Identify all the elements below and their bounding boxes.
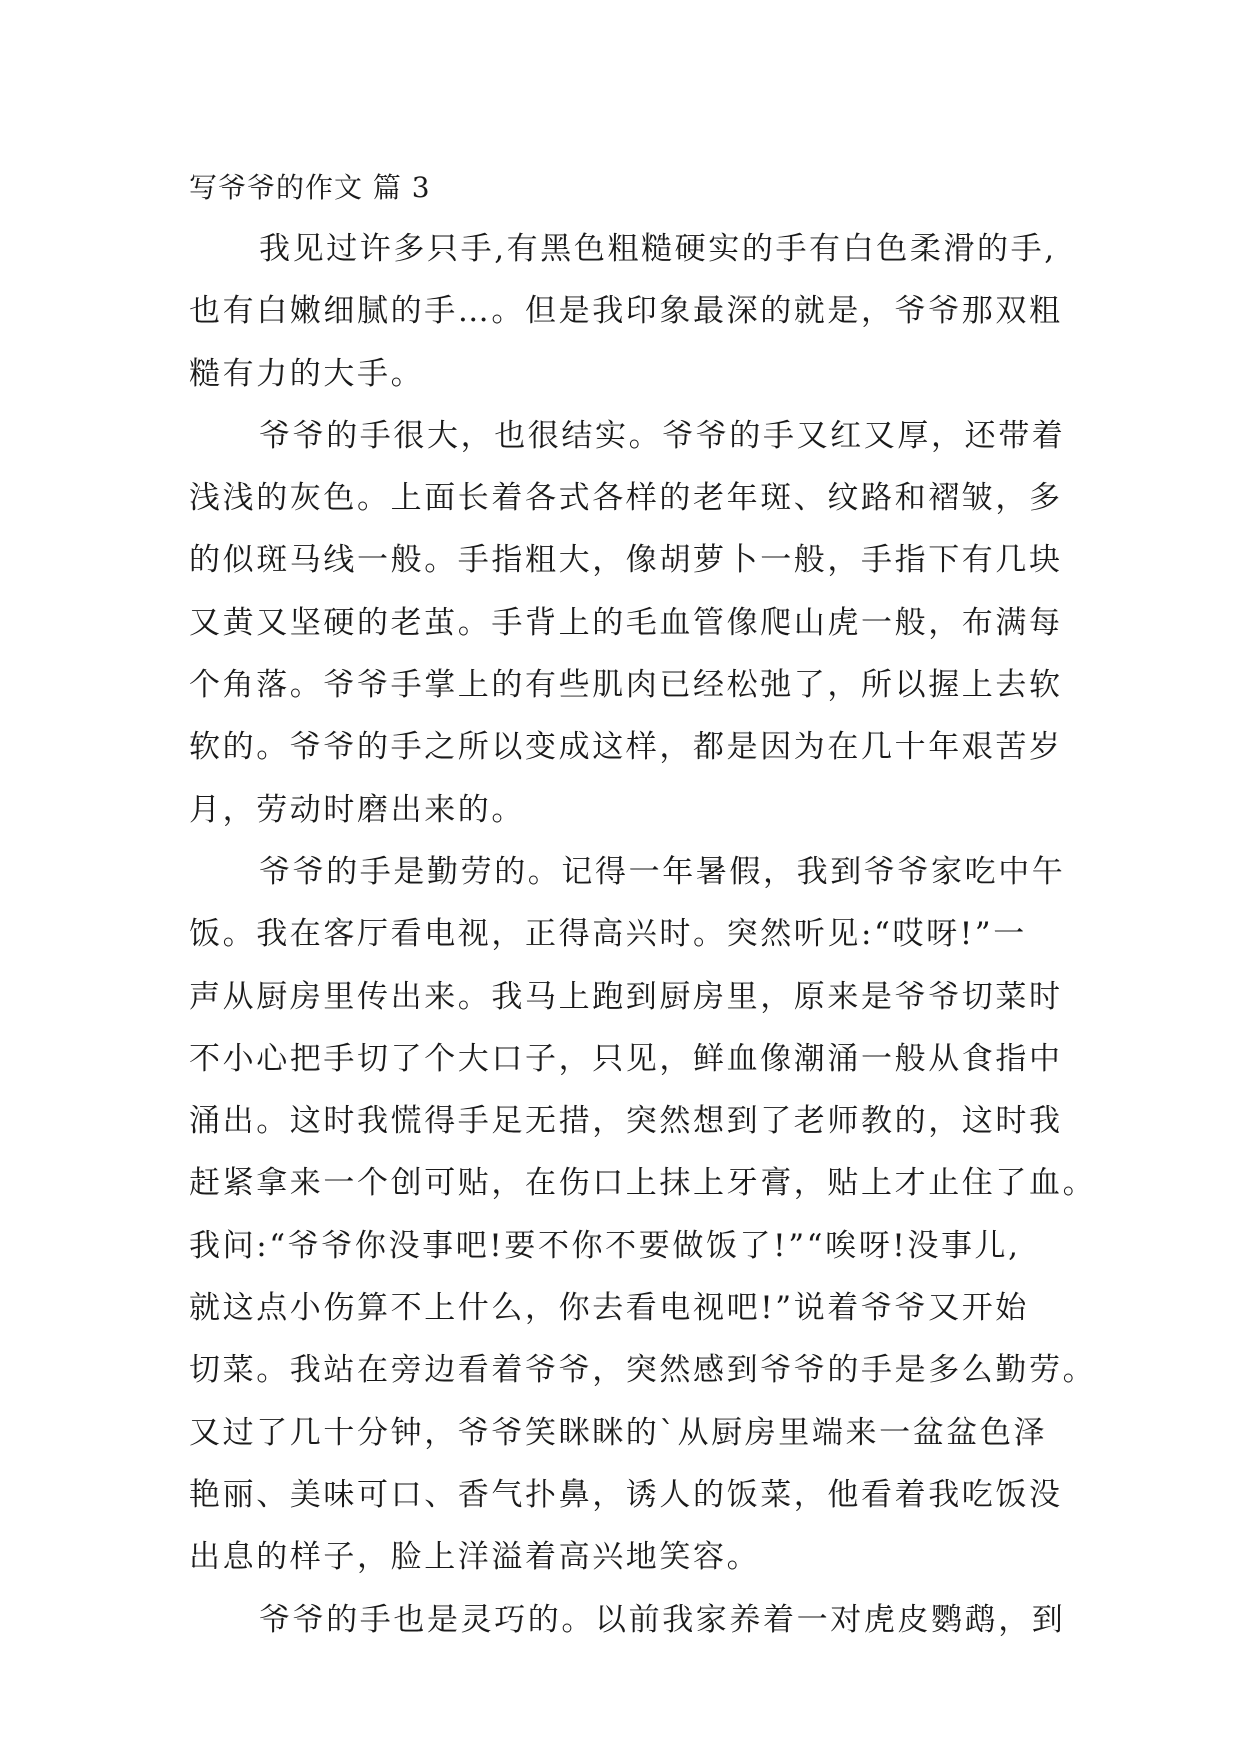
text-line: 出息的样子，脸上洋溢着高兴地笑容。 — [189, 1539, 761, 1576]
text-line: 涌出。这时我慌得手足无措，突然想到了老师教的，这时我 — [189, 1103, 1063, 1140]
text-line: 也有白嫩细腻的手…。但是我印象最深的就是，爷爷那双粗 — [189, 293, 1063, 330]
text-line: 我问:“爷爷你没事吧!要不你不要做饭了!”“唉呀!没事儿, — [189, 1227, 1021, 1264]
text-line: 声从厨房里传出来。我马上跑到厨房里，原来是爷爷切菜时 — [189, 978, 1063, 1015]
text-line: 爷爷的手是勤劳的。记得一年暑假，我到爷爷家吃中午 — [259, 853, 1066, 890]
text-line: 糙有力的大手。 — [189, 355, 425, 392]
essay-title: 写爷爷的作文 篇 3 — [189, 171, 431, 204]
text-line: 切菜。我站在旁边看着爷爷，突然感到爷爷的手是多么勤劳。 — [189, 1352, 1097, 1389]
text-line: 软的。爷爷的手之所以变成这样，都是因为在几十年艰苦岁 — [189, 729, 1063, 766]
text-line: 又黄又坚硬的老茧。手背上的毛血管像爬山虎一般，布满每 — [189, 604, 1063, 641]
text-line: 爷爷的手很大，也很结实。爷爷的手又红又厚，还带着 — [259, 417, 1066, 454]
text-line: 就这点小伤算不上什么，你去看电视吧!”说着爷爷又开始 — [189, 1290, 1029, 1327]
text-line: 爷爷的手也是灵巧的。以前我家养着一对虎皮鹦鹉，到 — [259, 1601, 1066, 1638]
text-line: 饭。我在客厅看电视，正得高兴时。突然听见:“哎呀!”一 — [189, 916, 1027, 953]
text-line: 赶紧拿来一个创可贴，在伤口上抹上牙膏，贴上才止住了血。 — [189, 1165, 1097, 1202]
text-line: 个角落。爷爷手掌上的有些肌肉已经松弛了，所以握上去软 — [189, 667, 1063, 704]
text-line: 月，劳动时磨出来的。 — [189, 791, 525, 828]
text-line: 艳丽、美味可口、香气扑鼻，诱人的饭菜，他看着我吃饭没 — [189, 1476, 1063, 1513]
essay-body — [189, 218, 1097, 1651]
text-line: 浅浅的灰色。上面长着各式各样的老年斑、纹路和褶皱，多 — [189, 480, 1063, 517]
text-line: 又过了几十分钟，爷爷笑眯眯的`从厨房里端来一盆盆色泽 — [189, 1414, 1048, 1451]
text-line: 不小心把手切了个大口子，只见，鲜血像潮涌一般从食指中 — [189, 1040, 1063, 1077]
text-line: 的似斑马线一般。手指粗大，像胡萝卜一般，手指下有几块 — [189, 542, 1063, 579]
text-line: 我见过许多只手,有黑色粗糙硬实的手有白色柔滑的手, — [259, 231, 1057, 267]
